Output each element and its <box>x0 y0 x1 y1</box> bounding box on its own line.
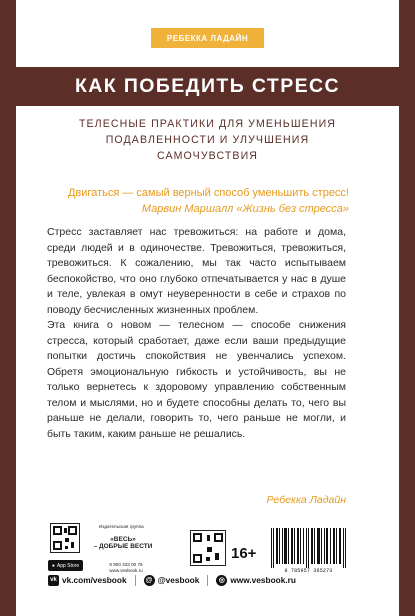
blurb-paragraph: Эта книга о новом — телесном — способе снижения стресса, который сработает, даже если ваши предыдущие попытки достичь спокойствия не увенчались успехом. Обретя эмоциональную гибкость и устойчивость, вы не только вернетесь к здоровому управлению собственным телом и мыслями, но и будете способны делать то, чего вы раньше не делали, говорить то, чего раньше не могли, и быть таким, каким раньше не решались. <box>47 319 346 440</box>
apple-icon: ● <box>51 562 55 569</box>
blurb-paragraph: Стресс заставляет нас тревожиться: на работе и дома, среди людей и в одиночестве. Тревожиться, тревожиться, тревожиться. К сожалению, мы так часто испытываем беспокойство, что оно глубоко отпечатывается у нас в душе и теле, увлекая в омут неуверенности в себе и страхов по поводу бесчисленных жизненных проблем. <box>47 226 346 316</box>
subtitle-line: ТЕЛЕСНЫЕ ПРАКТИКИ ДЛЯ УМЕНЬШЕНИЯ <box>78 118 337 130</box>
qr-code-appstore[interactable] <box>50 523 80 553</box>
right-frame-border <box>399 0 415 616</box>
age-rating: 16+ <box>231 545 257 562</box>
globe-icon: ◎ <box>216 575 227 586</box>
subtitle-line: САМОЧУВСТВИЯ <box>156 150 259 162</box>
appstore-label: App Store <box>56 562 80 569</box>
book-subtitle <box>30 116 385 164</box>
vk-icon: vk <box>48 575 59 586</box>
title-band <box>16 67 399 106</box>
blurb <box>47 225 346 442</box>
footer-links <box>48 573 348 587</box>
appstore-badge[interactable] <box>48 560 83 571</box>
author-badge <box>151 28 264 48</box>
signature: Ребекка Ладайн <box>266 494 346 506</box>
divider <box>207 575 208 586</box>
epigraph-attribution: Марвин Маршалл «Жизнь без стресса» <box>141 202 349 215</box>
divider <box>135 575 136 586</box>
publisher-group: Издательская группа <box>99 524 144 529</box>
isbn-number: 9 785957 365273 <box>284 568 333 574</box>
book-title: КАК ПОБЕДИТЬ СТРЕСС <box>74 75 341 97</box>
author-badge-text: РЕБЕККА ЛАДАЙН <box>166 33 249 43</box>
epigraph <box>30 186 349 217</box>
publisher-logo <box>93 524 155 574</box>
instagram-link[interactable]: @vesbook <box>157 575 200 585</box>
site-link[interactable]: www.vesbook.ru <box>230 575 296 585</box>
publisher-name: «ВЕСЬ» – ДОБРЫЕ ВЕСТИ <box>93 536 153 550</box>
publisher-contacts: 8 800 333 00 76 www.vesbook.ru <box>109 562 143 573</box>
qr-code-site[interactable] <box>190 530 226 566</box>
instagram-icon: @ <box>144 575 155 586</box>
vk-link[interactable]: vk.com/vesbook <box>62 575 127 585</box>
footer-site[interactable] <box>216 575 296 586</box>
subtitle-line: ПОДАВЛЕННОСТИ И УЛУЧШЕНИЯ <box>105 134 310 146</box>
left-frame-border <box>0 0 16 616</box>
footer-vk[interactable] <box>48 575 127 586</box>
footer-instagram[interactable] <box>144 575 200 586</box>
isbn-barcode <box>270 528 347 568</box>
epigraph-text: Двигаться — самый верный способ уменьшить стресс! <box>67 187 349 199</box>
